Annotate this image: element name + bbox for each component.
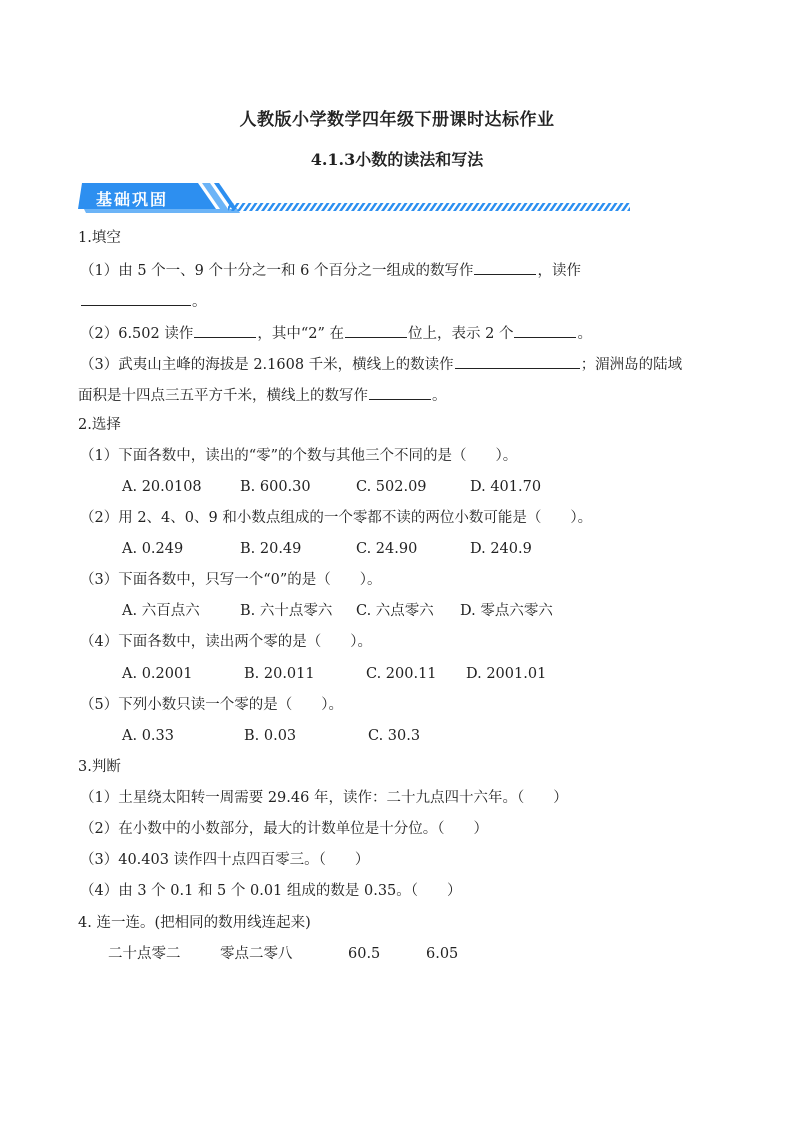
q3-item1: （1）土星绕太阳转一周需要 29.46 年，读作：二十九点四十六年。（ ） bbox=[80, 790, 568, 806]
section-banner bbox=[78, 181, 638, 215]
q2-item2-options bbox=[122, 539, 532, 559]
option-b[interactable]: B. 20.49 bbox=[240, 541, 302, 557]
match-item[interactable]: 零点二零八 bbox=[220, 946, 293, 962]
option-a[interactable]: A. 20.0108 bbox=[122, 479, 202, 495]
match-item[interactable]: 60.5 bbox=[348, 946, 381, 962]
match-item[interactable]: 6.05 bbox=[426, 946, 459, 962]
q1-part1-cont bbox=[80, 290, 207, 312]
page-title: 人教版小学数学四年级下册课时达标作业 bbox=[239, 110, 555, 130]
q1-p2-text-b: ，其中“2” 在 bbox=[257, 326, 345, 342]
option-a[interactable]: A. 0.33 bbox=[122, 728, 174, 744]
option-d[interactable]: D. 2001.01 bbox=[466, 666, 547, 682]
page-subtitle: 4.1.3小数的读法和写法 bbox=[310, 150, 484, 169]
q1-p3-text-b: ；湄洲岛的陆域 bbox=[580, 357, 683, 373]
q2-item2-stem: （2）用 2、4、0、9 和小数点组成的一个零都不读的两位小数可能是（ ）。 bbox=[80, 510, 593, 526]
q1-p2-text-d: 。 bbox=[577, 326, 592, 342]
option-d[interactable]: D. 240.9 bbox=[470, 541, 532, 557]
option-d[interactable]: D. 零点六零六 bbox=[460, 603, 553, 619]
option-a[interactable]: A. 0.2001 bbox=[122, 666, 193, 682]
option-a[interactable]: A. 六百点六 bbox=[122, 603, 200, 619]
option-d[interactable]: D. 401.70 bbox=[470, 479, 542, 495]
q2-heading: 2.选择 bbox=[78, 417, 121, 433]
option-c[interactable]: C. 六点零六 bbox=[356, 603, 434, 619]
option-c[interactable]: C. 30.3 bbox=[368, 728, 421, 744]
answer-blank[interactable] bbox=[474, 259, 536, 275]
q1-heading: 1.填空 bbox=[78, 230, 121, 246]
option-a[interactable]: A. 0.249 bbox=[122, 541, 184, 557]
answer-blank[interactable] bbox=[81, 290, 191, 306]
q1-part2 bbox=[80, 322, 592, 344]
answer-blank[interactable] bbox=[194, 322, 256, 338]
option-c[interactable]: C. 200.11 bbox=[366, 666, 437, 682]
q1-p2-text-a: （2）6.502 读作 bbox=[80, 326, 194, 342]
q1-p3-text-c: 面积是十四点三五平方千米，横线上的数写作 bbox=[78, 388, 368, 404]
q1-p1-text-a: （1）由 5 个一、9 个十分之一和 6 个百分之一组成的数写作 bbox=[80, 263, 474, 279]
answer-blank[interactable] bbox=[345, 322, 407, 338]
q2-item5-stem: （5）下列小数只读一个零的是（ ）。 bbox=[80, 697, 343, 713]
option-b[interactable]: B. 0.03 bbox=[244, 728, 297, 744]
match-item[interactable]: 二十点零二 bbox=[108, 946, 181, 962]
q3-item2: （2）在小数中的小数部分，最大的计数单位是十分位。（ ） bbox=[80, 821, 488, 837]
option-b[interactable]: B. 20.011 bbox=[244, 666, 315, 682]
q2-item5-options bbox=[122, 726, 420, 746]
q1-p3-text-d: 。 bbox=[432, 388, 447, 404]
answer-blank[interactable] bbox=[369, 384, 431, 400]
q1-part3-cont bbox=[78, 384, 447, 406]
q2-item3-stem: （3）下面各数中，只写一个“0”的是（ ）。 bbox=[80, 572, 382, 588]
q1-part3 bbox=[80, 353, 682, 375]
q2-item1-options bbox=[122, 477, 541, 497]
option-b[interactable]: B. 六十点零六 bbox=[240, 603, 333, 619]
option-c[interactable]: C. 24.90 bbox=[356, 541, 418, 557]
q2-item1-stem: （1）下面各数中，读出的“零”的个数与其他三个不同的是（ ）。 bbox=[80, 448, 518, 464]
answer-blank[interactable] bbox=[514, 322, 576, 338]
q4-items bbox=[108, 944, 458, 964]
q1-p1-text-b: ，读作 bbox=[537, 263, 581, 279]
q1-p3-text-a: （3）武夷山主峰的海拔是 2.1608 千米，横线上的数读作 bbox=[80, 357, 454, 373]
q2-item4-stem: （4）下面各数中，读出两个零的是（ ）。 bbox=[80, 634, 372, 650]
answer-blank[interactable] bbox=[455, 353, 580, 369]
q4-heading: 4. 连一连。(把相同的数用线连起来) bbox=[78, 915, 311, 931]
q3-heading: 3.判断 bbox=[78, 759, 121, 775]
option-c[interactable]: C. 502.09 bbox=[356, 479, 427, 495]
q1-part1 bbox=[80, 259, 581, 281]
q2-item3-options bbox=[122, 601, 553, 621]
option-b[interactable]: B. 600.30 bbox=[240, 479, 311, 495]
q2-item4-options bbox=[122, 664, 546, 684]
q1-p2-text-c: 位上，表示 2 个 bbox=[408, 326, 514, 342]
q1-p1-text-c: 。 bbox=[192, 294, 207, 310]
banner-label: 基础巩固 bbox=[96, 190, 169, 209]
q3-item3: （3）40.403 读作四十点四百零三。（ ） bbox=[80, 852, 370, 868]
q3-item4: （4）由 3 个 0.1 和 5 个 0.01 组成的数是 0.35。（ ） bbox=[80, 883, 462, 899]
